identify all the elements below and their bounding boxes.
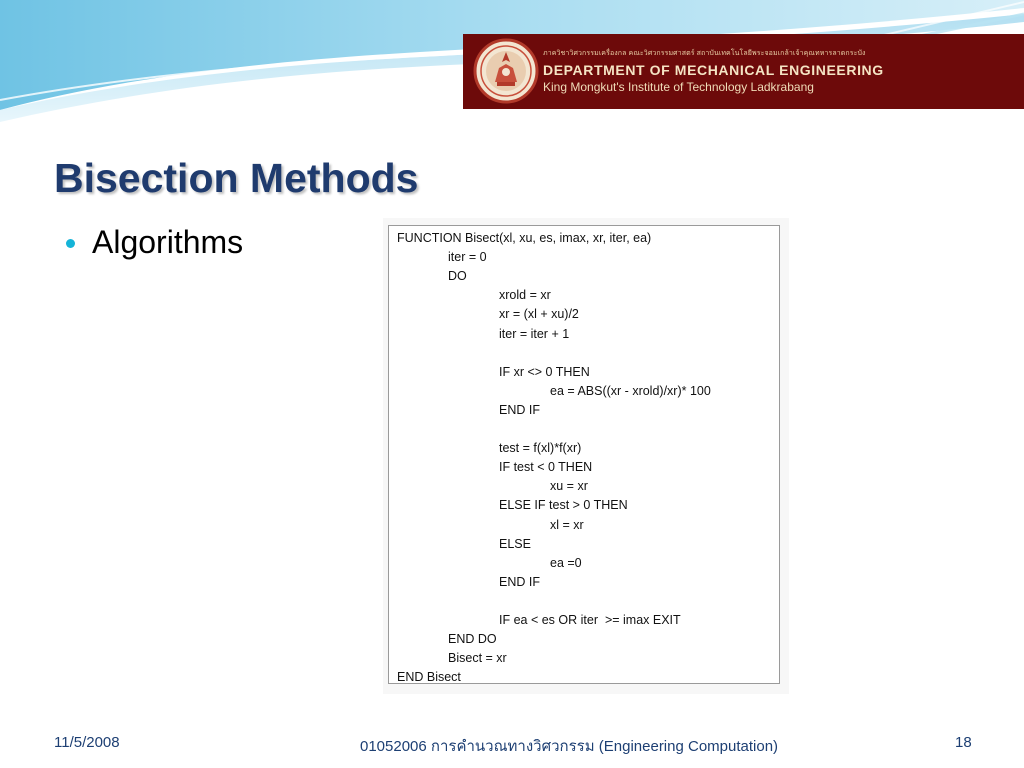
code-line: IF ea < es OR iter >= imax EXIT: [499, 613, 681, 627]
code-line: IF test < 0 THEN: [499, 460, 593, 475]
code-line: iter = 0: [448, 250, 487, 265]
code-line: Bisect = xr: [448, 651, 507, 666]
university-seal-icon: [473, 38, 539, 104]
code-line: ELSE: [499, 536, 531, 551]
code-line: xrold = xr: [499, 288, 551, 303]
algorithm-image: [383, 218, 789, 694]
banner-institute-name: King Mongkut's Institute of Technology Ladkrabang: [543, 80, 814, 94]
code-line: END IF: [499, 574, 540, 589]
department-banner: [463, 34, 1024, 109]
code-line: ea = ABS((xr - xrold)/xr)* 100: [550, 383, 711, 398]
code-line: ELSE IF test > 0 THEN: [499, 498, 628, 513]
code-line: xl = xr: [550, 517, 584, 532]
code-line: FUNCTION Bisect(xl, xu, es, imax, xr, iter, ea): [397, 231, 652, 245]
footer-course-title: 01052006 การคำนวณทางวิศวกรรม (Engineering Computation): [360, 738, 779, 755]
bullet-dot-icon: [66, 239, 75, 248]
code-line: xr = (xl + xu)/2: [499, 307, 579, 322]
code-line: xu = xr: [550, 479, 588, 494]
code-line: test = f(xl)*f(xr): [499, 441, 582, 456]
code-line: IF xr <> 0 THEN: [499, 364, 590, 379]
code-line: iter = iter + 1: [499, 326, 570, 341]
footer-date: 11/5/2008: [54, 734, 120, 751]
banner-department-name: DEPARTMENT OF MECHANICAL ENGINEERING: [543, 62, 884, 78]
bullet-text: Algorithms: [92, 224, 244, 260]
code-line: END Bisect: [397, 670, 461, 685]
algorithm-pseudocode-box: [388, 225, 780, 684]
code-line: ea =0: [550, 555, 582, 570]
slide-title: Bisection Methods: [54, 155, 419, 201]
code-line: END DO: [448, 632, 497, 647]
banner-thai-subtitle: ภาควิชาวิศวกรรมเครื่องกล คณะวิศวกรรมศาสตร์ สถาบันเทคโนโลยีพระจอมเกล้าเจ้าคุณทหารลาดกระบัง: [543, 50, 866, 57]
code-line: END IF: [499, 402, 540, 417]
footer-page-number: 18: [955, 734, 972, 751]
code-line: DO: [448, 269, 467, 284]
